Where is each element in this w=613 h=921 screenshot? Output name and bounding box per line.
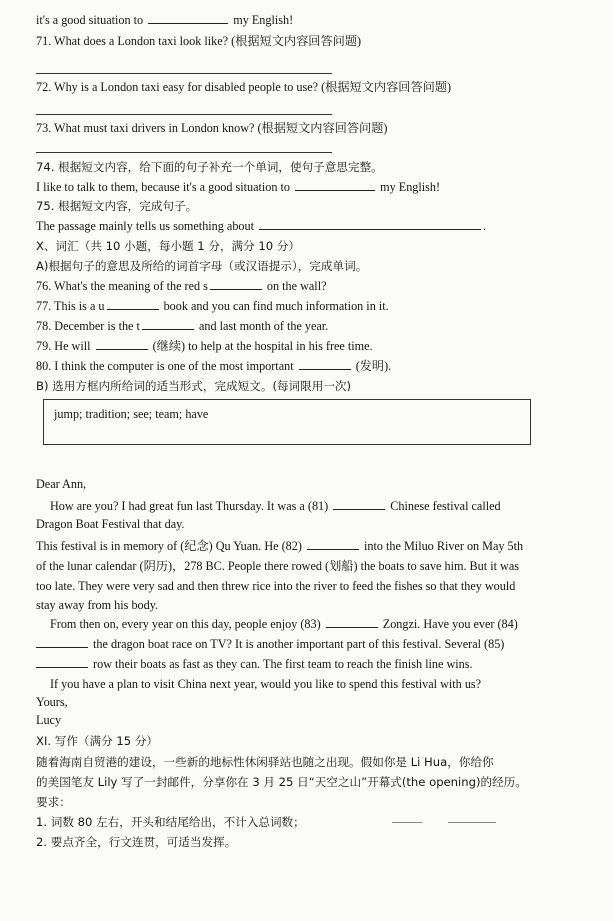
q80-text-a: 80. I think the computer is one of the most important: [36, 359, 294, 373]
question-79: [36, 338, 373, 354]
writing-requirements-label: 要求：: [36, 795, 71, 809]
blank-79[interactable]: [96, 338, 148, 350]
p1-text-b: Chinese festival called: [390, 499, 501, 513]
q77-text-a: 77. This is a u: [36, 299, 105, 313]
vocab-part-b: B) 选用方框内所给词的适当形式，完成短文。(每词限用一次): [36, 379, 352, 393]
question-74: 74. 根据短文内容，给下面的句子补充一个单词，使句子意思完整。: [36, 160, 383, 174]
vocab-section-title: X、词汇（共 10 小题，每小题 1 分，满分 10 分）: [36, 239, 301, 253]
q79-text-b: (继续) to help at the hospital in his free time.: [152, 339, 373, 353]
intro-text: it's a good situation to: [36, 13, 144, 27]
blank-78[interactable]: [142, 318, 194, 330]
q80-text-b: (发明).: [355, 359, 392, 373]
question-74-sentence: [36, 179, 440, 195]
q74-sentence-start: I like to talk to them, because it's a good situation to: [36, 180, 291, 194]
blank-75[interactable]: [259, 218, 481, 230]
question-80: [36, 358, 391, 374]
q74-sentence-end: my English!: [380, 180, 441, 194]
q78-text-b: and last month of the year.: [198, 319, 329, 333]
vocab-part-a: A)根据句子的意思及所给的词首字母（或汉语提示），完成单词。: [36, 259, 368, 273]
p3-text-c: the dragon boat race on TV? It is another important part of this festival. Several (85): [93, 637, 505, 651]
p1-text-a: How are you? I had great fun last Thursday. It was a (81): [50, 499, 329, 513]
letter-p3-line2: [36, 636, 504, 652]
writing-prompt-line2: 的美国笔友 Lily 写了一封邮件，分享你在 3 月 25 日“天空之山”开幕式(the opening)的经历。: [36, 775, 527, 789]
faint-pencil-mark-2: [448, 822, 496, 823]
question-76: [36, 278, 327, 294]
blank-81[interactable]: [333, 498, 385, 510]
p3-text-b: Zongzi. Have you ever (84): [382, 617, 518, 631]
q76-text-b: on the wall?: [266, 279, 327, 293]
writing-requirement-2: 2. 要点齐全，行文连贯，可适当发挥。: [36, 835, 237, 849]
letter-p2-line3: too late. They were very sad and then threw rice into the river to feed the fishes so that they would: [36, 579, 516, 593]
p2-text-a: This festival is in memory of (纪念) Qu Yuan. He (82): [36, 539, 302, 553]
letter-greeting: Dear Ann,: [36, 477, 87, 491]
blank-74[interactable]: [295, 179, 375, 191]
faint-pencil-mark: [392, 822, 422, 823]
q75-sentence: The passage mainly tells us something about: [36, 219, 254, 233]
writing-requirement-1: 1. 词数 80 左右，开头和结尾给出，不计入总词数；: [36, 815, 305, 829]
letter-p1-line2: Dragon Boat Festival that day.: [36, 517, 185, 531]
question-75: 75. 根据短文内容，完成句子。: [36, 199, 198, 213]
question-78: [36, 318, 328, 334]
answer-line-71[interactable]: [36, 73, 332, 74]
blank-intro[interactable]: [148, 12, 228, 24]
blank-76[interactable]: [210, 278, 262, 290]
intro-line: [36, 12, 293, 28]
blank-77[interactable]: [107, 298, 159, 310]
letter-p4: If you have a plan to visit China next year, would you like to spend this festival with us?: [50, 677, 482, 691]
p3-text-d: row their boats as fast as they can. The first team to reach the finish line wins.: [93, 657, 473, 671]
letter-p2-line1: [36, 538, 523, 554]
blank-85[interactable]: [36, 656, 88, 668]
question-75-sentence: [36, 218, 486, 234]
blank-80[interactable]: [299, 358, 351, 370]
letter-p3-line1: [50, 616, 518, 632]
question-73: 73. What must taxi drivers in London know? (根据短文内容回答问题): [36, 121, 388, 135]
letter-signature: Lucy: [36, 713, 62, 727]
p3-text-a: From then on, every year on this day, people enjoy (83): [50, 617, 321, 631]
question-72: 72. Why is a London taxi easy for disabled people to use? (根据短文内容回答问题): [36, 80, 452, 94]
word-box-list: jump; tradition; see; team; have: [54, 407, 209, 421]
q77-text-b: book and you can find much information in it.: [163, 299, 389, 313]
answer-line-72[interactable]: [36, 114, 332, 115]
q78-text-a: 78. December is the t: [36, 319, 140, 333]
letter-p2-line4: stay away from his body.: [36, 598, 159, 612]
letter-p3-line3: [36, 656, 473, 672]
q75-end: .: [483, 219, 487, 233]
answer-line-73[interactable]: [36, 152, 332, 153]
blank-83[interactable]: [326, 616, 378, 628]
word-box: [43, 399, 531, 445]
question-77: [36, 298, 389, 314]
letter-closing: Yours,: [36, 695, 68, 709]
p2-text-b: into the Miluo River on May 5th: [364, 539, 524, 553]
writing-prompt-line1: 随着海南自贸港的建设，一些新的地标性休闲驿站也随之出现。假如你是 Li Hua，你给你: [36, 755, 494, 769]
writing-section-title: XI. 写作（满分 15 分）: [36, 734, 159, 748]
q76-text-a: 76. What's the meaning of the red s: [36, 279, 208, 293]
question-71: 71. What does a London taxi look like? (根据短文内容回答问题): [36, 34, 362, 48]
intro-tail: my English!: [233, 13, 294, 27]
q79-text-a: 79. He will: [36, 339, 91, 353]
letter-p1-line1: [50, 498, 501, 514]
letter-p2-line2: of the lunar calendar (阴历)，278 BC. People there rowed (划船) the boats to save him. But it was: [36, 559, 519, 573]
blank-82[interactable]: [307, 538, 359, 550]
blank-84[interactable]: [36, 636, 88, 648]
